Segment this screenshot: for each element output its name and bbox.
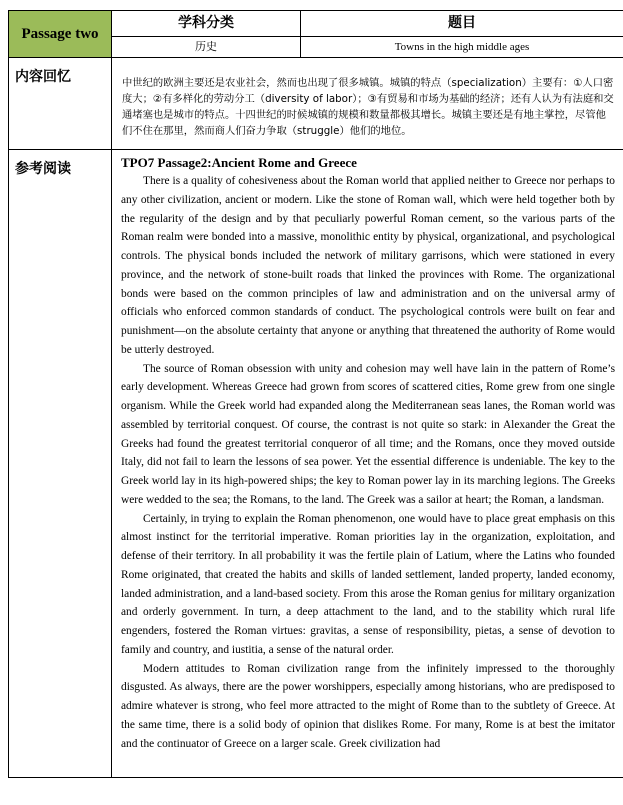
passage-table <box>8 10 623 778</box>
reading-paragraph-3: Certainly, in trying to explain the Roman phenomenon, one would have to place great emphasis on this almost instinct for the territorial imperative. Roman priorities lay in the organization, exploitation, and defense of their territory. In all probability it was the fertile plain of Latium, where the Latins who founded Rome originated, that created the habits and skills of landed settlement, landed property, landed economy, landed administration, and a land-based society. From this arose the Roman genius for military organization and orderly government. In turn, a deep attachment to the land, and to the stability which rural life engenders, fostered the Roman virtues: gravitas, a sense of responsibility, pietas, a sense of devotion to family and country, and iustitia, a sense of the natural order. <box>121 512 615 656</box>
topic-heading-cell <box>301 11 623 37</box>
reading-body <box>112 150 623 777</box>
passage-label: Passage two <box>21 26 99 42</box>
topic-value: Towns in the high middle ages <box>394 40 530 53</box>
topic-heading: 题目 <box>448 15 476 31</box>
reading-paragraph-4: Modern attitudes to Roman civilization range from the infinitely impressed to the thoroughly disgusted. As always, there are the power worshippers, especially among historians, who are predisposed to admire whatever is strong, who feel more attracted to the might of Rome than to the subtlety of Greece. At the same time, there is a solid body of opinion that dislikes Rome. For many, Rome is at best the imitator and the continuator of Greece on a larger scale. Greek civilization had <box>121 662 615 750</box>
recall-label: 内容回忆 <box>15 69 71 85</box>
reading-label-cell <box>9 150 112 778</box>
recall-text: 中世纪的欧洲主要还是农业社会，然而也出现了很多城镇。城镇的特点（specialization）主要有：①人口密度大；②有多样化的劳动分工（diversity of labor）；③有贸易和市场为基础的经济；还有人认为有法庭和交通堵塞也是城市的特点。十四世纪的时候城镇的规模和数量都极其增长。城镇主要还是有地主掌控，尽管他们不住在那里，然而商人们奋力争取（struggle）他们的地位。 <box>122 77 614 137</box>
subject-heading-cell <box>112 11 301 37</box>
reading-content-cell <box>112 150 623 778</box>
passage-label-cell <box>9 11 112 58</box>
reading-title: TPO7 Passage2:Ancient Rome and Greece <box>121 155 357 170</box>
reading-paragraph-2: The source of Roman obsession with unity and cohesion may well have lain in the pattern of Rome’s early development. Whereas Greece had grown from scores of scattered cities, Rome grew from one single organism. While the Greek world had expanded along the Mediterranean seas lanes, the Roman world was assembled by territorial conquest. Of course, the contrast is not quite so stark: in Alexander the Great the Greeks had found the greatest territorial conqueror of all time; and the Romans, once they moved outside Italy, did not fail to learn the lessons of sea power. Yet the essential difference is undeniable. The key to the Greek world lay in its high-powered ships; the key to Roman power lay in its marching legions. The Greeks were wedded to the sea; the Romans, to the land. The Greek was a sailor at heart; the Roman, a landsman. <box>121 362 615 506</box>
recall-label-cell <box>9 58 112 150</box>
subject-heading: 学科分类 <box>178 15 234 31</box>
topic-value-cell <box>301 36 623 57</box>
subject-value-cell <box>112 36 301 57</box>
recall-content-cell <box>112 58 623 150</box>
reading-label: 参考阅读 <box>15 161 71 177</box>
reading-paragraph-1: There is a quality of cohesiveness about the Roman world that applied neither to Greece nor perhaps to any other civilization, ancient or modern. Like the stone of Roman wall, which were held together both by the regularity of the design and by that peculiarly powerful Roman cement, so the various parts of the Roman realm were bonded into a massive, monolithic entity by physical, organizational, and psychological controls. The physical bonds included the network of military garrisons, which were stationed in every province, and the network of stone-built roads that linked the provinces with Rome. The organizational bonds were based on the common principles of law and administration and on the universal army of officials who enforced common standards of conduct. The psychological controls were built on fear and punishment—on the absolute certainty that anyone or anything that threatened the authority of Rome would be utterly destroyed. <box>121 175 615 356</box>
subject-value: 历史 <box>195 40 217 53</box>
